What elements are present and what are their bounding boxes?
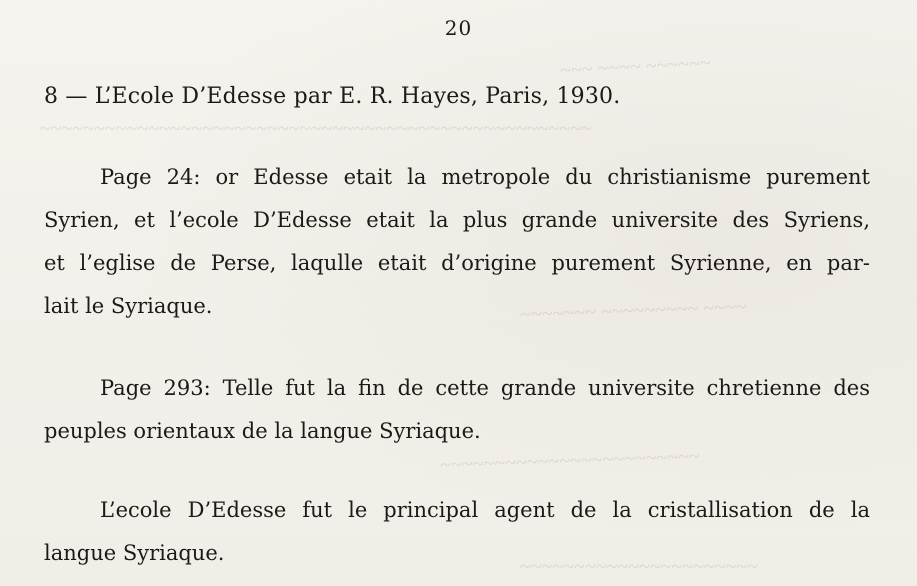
bleed-through-decoration: ~~~~~~~~~~~~~~~~~~~~~~~~~~~~~~~~~~~~~~~~~~~~~~~~~~~ xyxy=(40,118,592,140)
paragraph-line: et l’eglise de Perse, laqulle etait d’origine purement Syrienne, en par- xyxy=(44,251,870,275)
bleed-through-decoration: ~~~~~~~~~~~~~~~~~~~~~~~~ xyxy=(439,445,700,477)
bleed-through-decoration: ~~~~~~~ ~~~~~~~~~ ~~~~ xyxy=(519,296,747,326)
paragraph-line: L’ecole D’Edesse fut le principal agent de la cristallisation de la xyxy=(100,498,870,522)
paragraph-line: Page 24: or Edesse etait la metropole du christianisme purement xyxy=(100,165,870,189)
paragraph-line: Syrien, et l’ecole D’Edesse etait la plus grande universite des Syriens, xyxy=(44,208,870,232)
paragraph-page-293 xyxy=(44,367,870,453)
paragraph-line: peuples orientaux de la langue Syriaque. xyxy=(44,419,481,443)
paragraph-line: Page 293: Telle fut la fin de cette grande universite chretienne des xyxy=(100,376,870,400)
bleed-through-decoration: ~~~~~~~~~~~~~~~~~~~~~~ xyxy=(520,556,759,578)
bleed-through-decoration: ~~~ ~~~~ ~~~~~~ xyxy=(559,52,712,82)
paragraph-conclusion xyxy=(44,489,870,575)
paragraph-line: langue Syriaque. xyxy=(44,541,225,565)
paragraph-line: lait le Syriaque. xyxy=(44,294,213,318)
page-number: 20 xyxy=(444,16,473,40)
paragraph-page-24 xyxy=(44,156,870,328)
section-heading: 8 — L’Ecole D’Edesse par E. R. Hayes, Paris, 1930. xyxy=(44,84,621,109)
